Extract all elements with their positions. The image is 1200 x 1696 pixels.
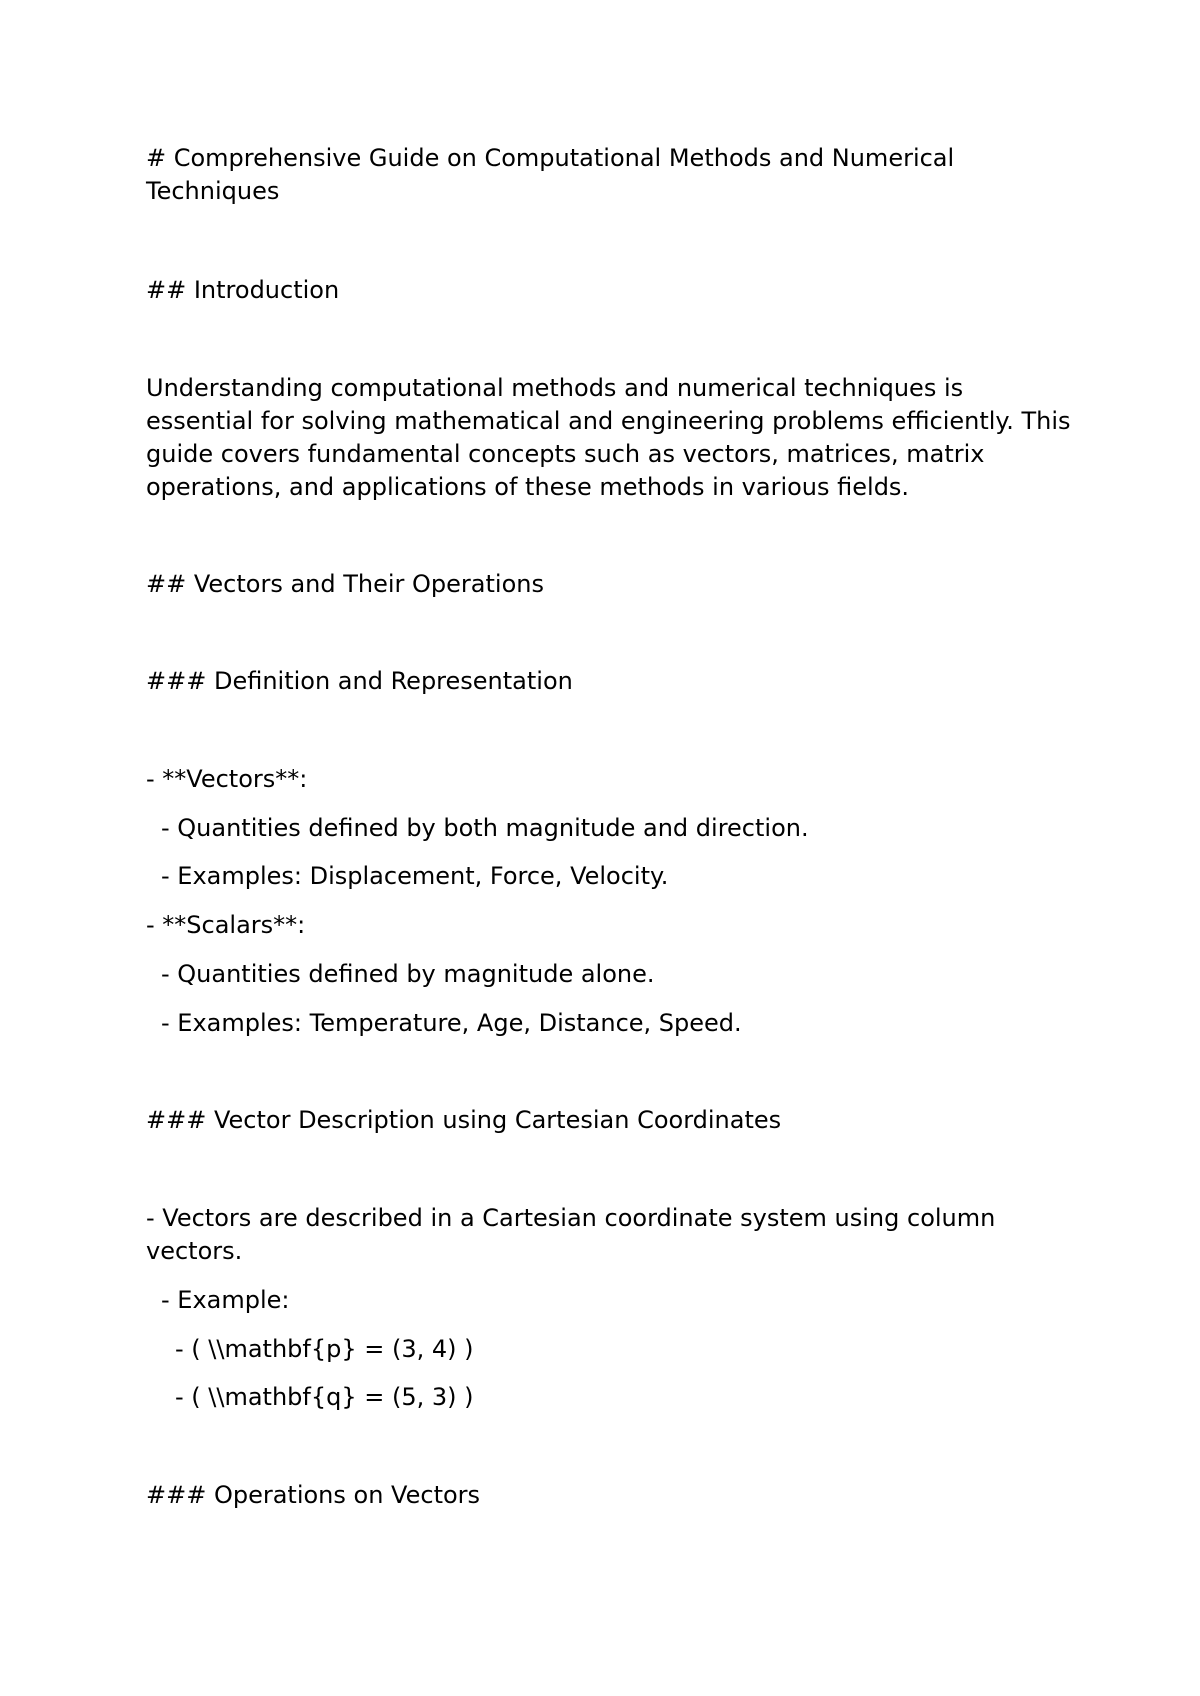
heading-introduction: ## Introduction	[146, 276, 340, 304]
heading-cartesian-coordinates: ### Vector Description using Cartesian Coordinates	[146, 1106, 782, 1134]
list-item-vectors: - **Vectors**:	[146, 765, 308, 793]
example-vector-q: - ( \\mathbf{q} = (5, 3) )	[175, 1383, 474, 1411]
example-vector-p: - ( \\mathbf{p} = (3, 4) )	[175, 1335, 474, 1363]
document-title: # Comprehensive Guide on Computational Methods and Numerical Techniques	[146, 144, 962, 205]
sub-item-vectors-examples: - Examples: Displacement, Force, Velocity.	[161, 862, 669, 890]
heading-vectors-operations: ## Vectors and Their Operations	[146, 570, 544, 598]
sub-item-scalars-examples: - Examples: Temperature, Age, Distance, Speed.	[161, 1009, 742, 1037]
list-item-scalars: - **Scalars**:	[146, 911, 306, 939]
heading-definition-representation: ### Definition and Representation	[146, 667, 573, 695]
intro-paragraph: Understanding computational methods and numerical techniques is essential for solving mathematical and engineering problems efficiently. This guide covers fundamental concepts such as vectors, matrices, matrix operations, and applications of these methods in various fields.	[146, 374, 1079, 501]
sub-item-example: - Example:	[161, 1286, 290, 1314]
sub-item-scalars-definition: - Quantities defined by magnitude alone.	[161, 960, 655, 988]
sub-item-vectors-definition: - Quantities defined by both magnitude and direction.	[161, 814, 809, 842]
heading-operations-vectors: ### Operations on Vectors	[146, 1481, 481, 1509]
list-item-cartesian: - Vectors are described in a Cartesian coordinate system using column vectors.	[146, 1204, 1003, 1265]
